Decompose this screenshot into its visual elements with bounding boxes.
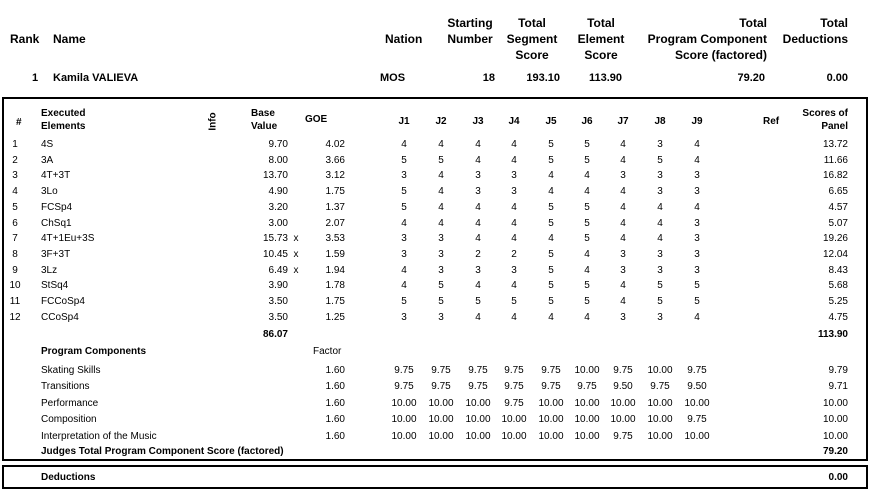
judge-score: 3 [694,170,700,182]
component-judge-score: 9.75 [687,365,707,376]
component-judge-score: 9.75 [431,365,451,376]
component-judge-score: 9.75 [394,365,414,376]
judge-score: 4 [548,186,554,198]
judge-score: 3 [438,264,444,276]
judge-score: 4 [511,233,517,245]
base-value: 9.70 [268,139,288,150]
judge-score: 4 [438,217,444,229]
component-row [0,412,871,427]
bonus-marker: x [293,264,299,276]
component-judge-score: 10.00 [647,414,673,426]
table-row [0,184,871,199]
judge-score: 4 [584,170,590,182]
pcs-total-label: Judges Total Program Component Score (factored) [41,446,284,457]
component-judge-score: 10.00 [574,365,600,376]
table-row [0,231,871,246]
component-judge-score: 10.00 [610,397,636,409]
table-row [0,263,871,278]
base-value: 3.00 [268,217,288,229]
starting-number-label: Starting Number [447,16,493,46]
judge-score: 5 [438,296,444,307]
goe-value: 4.02 [325,139,345,150]
panel-score: 5.07 [828,217,848,229]
goe-value: 3.53 [325,233,345,245]
table-row [0,278,871,293]
component-judge-score: 10.00 [465,430,491,442]
total-segment-score: 193.10 [526,72,560,84]
component-judge-score: 10.00 [647,430,673,442]
judge-score: 4 [657,201,663,213]
judge-score: 3 [511,264,517,276]
judge-score: 4 [620,186,626,198]
element-code: CCoSp4 [41,311,79,323]
judge-score: 4 [584,264,590,276]
scores-of-panel-header: Scores of Panel [802,108,848,132]
component-row [0,429,871,444]
judge-score: 4 [438,186,444,198]
component-judge-score: 10.00 [465,414,491,426]
judge-score: 3 [657,186,663,198]
judge-score: 5 [548,264,554,276]
judge-score: 3 [438,248,444,260]
judge-score: 5 [548,280,554,292]
j4-header: J4 [508,116,520,127]
base-value: 3.50 [268,296,288,307]
goe-header: GOE [305,114,328,125]
element-code: 3F+3T [41,248,71,260]
base-value: 8.00 [268,154,288,166]
judge-score: 2 [475,248,481,260]
element-code: 4S [41,139,54,150]
goe-value: 3.12 [325,170,345,182]
elements-panel-total: 113.90 [817,329,848,340]
goe-value: 1.25 [325,311,345,323]
element-number: 9 [12,264,18,276]
judge-score: 4 [584,248,590,260]
component-judge-score: 9.75 [613,430,633,442]
judge-score: 3 [401,170,407,182]
component-row [0,379,871,394]
component-judge-score: 10.00 [647,365,673,376]
starting-number: 18 [482,72,495,84]
judge-score: 5 [584,296,590,307]
j5-header: J5 [545,116,557,127]
component-name: Performance [41,397,99,409]
judge-score: 5 [548,296,554,307]
judge-score: 3 [620,311,626,323]
element-number: 11 [9,296,21,307]
panel-score: 5.25 [828,296,848,307]
judge-score: 4 [438,201,444,213]
judge-score: 4 [511,311,517,323]
judge-score: 5 [548,139,554,150]
j2-header: J2 [435,116,447,127]
table-row [0,310,871,325]
judge-score: 5 [548,217,554,229]
component-judge-score: 10.00 [391,397,417,409]
judge-score: 4 [475,139,481,150]
component-judge-score: 9.75 [613,365,633,376]
judge-score: 3 [511,186,517,198]
judge-score: 5 [657,296,663,307]
judge-score: 3 [694,217,700,229]
component-judge-score: 10.00 [684,397,710,409]
judge-score: 4 [401,280,407,292]
j3-header: J3 [472,116,484,127]
goe-value: 1.94 [325,264,345,276]
judge-score: 5 [401,201,407,213]
goe-value: 1.75 [325,296,345,307]
table-row [0,216,871,231]
judge-score: 3 [620,248,626,260]
component-judge-score: 10.00 [684,430,710,442]
base-value: 3.20 [268,201,288,213]
component-name: Interpretation of the Music [41,430,157,442]
judge-score: 4 [694,311,700,323]
name-label: Name [53,32,86,46]
skater-name: Kamila VALIEVA [53,72,139,84]
component-judge-score: 10.00 [391,430,417,442]
element-number: 4 [12,186,18,198]
component-row [0,363,871,378]
panel-score: 4.57 [828,201,848,213]
judge-score: 4 [657,217,663,229]
goe-value: 3.66 [325,154,345,166]
factor-label: Factor [313,346,342,357]
deductions-box [2,465,868,489]
total-deductions: 0.00 [826,72,848,84]
judge-score: 5 [657,280,663,292]
component-panel-score: 10.00 [822,397,848,409]
judge-score: 2 [511,248,517,260]
component-judge-score: 10.00 [465,397,491,409]
component-row [0,396,871,411]
base-value-header: Base Value [251,108,278,132]
judge-score: 4 [694,139,700,150]
component-judge-score: 10.00 [610,414,636,426]
judge-score: 5 [584,280,590,292]
judge-score: 4 [620,154,626,166]
component-judge-score: 10.00 [391,414,417,426]
judge-score: 4 [548,170,554,182]
element-code: 4T+3T [41,170,71,182]
judge-score: 4 [548,311,554,323]
component-name: Skating Skills [41,365,101,376]
judge-score: 4 [401,139,407,150]
goe-value: 1.78 [325,280,345,292]
panel-score: 4.75 [828,311,848,323]
panel-score: 13.72 [822,139,848,150]
judge-score: 3 [694,248,700,260]
bonus-marker: x [293,248,299,260]
element-code: 4T+1Eu+3S [41,233,95,245]
judge-score: 5 [584,139,590,150]
judge-score: 3 [657,170,663,182]
component-factor: 1.60 [325,414,345,426]
judge-score: 5 [657,154,663,166]
total-element-score-label: Total Element Score [577,16,625,62]
judge-score: 4 [475,280,481,292]
component-panel-score: 9.79 [828,365,848,376]
total-element-score: 113.90 [588,72,622,84]
judge-score: 4 [657,233,663,245]
j1-header: J1 [398,116,410,127]
judge-score: 4 [620,233,626,245]
panel-score: 12.04 [822,248,848,260]
element-number: 5 [12,201,18,213]
j7-header: J7 [617,116,629,127]
element-number: 1 [12,139,18,150]
panel-score: 8.43 [828,264,848,276]
element-number: 3 [12,170,18,182]
base-value: 3.90 [268,280,288,292]
component-judge-score: 9.75 [541,365,561,376]
component-judge-score: 9.50 [687,381,707,393]
element-code: FCSp4 [41,201,73,213]
goe-value: 1.59 [325,248,345,260]
component-judge-score: 9.50 [613,381,633,393]
judge-score: 3 [511,170,517,182]
judge-score: 4 [694,201,700,213]
base-value: 4.90 [268,186,288,198]
component-name: Composition [41,414,97,426]
element-number: 7 [12,233,18,245]
table-row [0,247,871,262]
judge-score: 3 [620,264,626,276]
base-value: 13.70 [262,170,288,182]
component-judge-score: 10.00 [574,414,600,426]
judge-score: 4 [475,233,481,245]
judge-score: 4 [620,139,626,150]
component-judge-score: 10.00 [428,430,454,442]
judge-score: 3 [657,311,663,323]
total-segment-score-label: Total Segment Score [506,16,558,62]
judge-score: 4 [694,154,700,166]
component-judge-score: 10.00 [501,414,527,426]
judge-score: 4 [511,280,517,292]
judge-score: 4 [475,311,481,323]
info-header: Info [207,112,219,131]
judge-score: 4 [584,186,590,198]
panel-score: 11.66 [823,154,848,166]
component-judge-score: 9.75 [431,381,451,393]
base-value: 15.73 [262,233,288,245]
element-code: 3Lo [41,186,58,198]
judge-score: 5 [401,296,407,307]
judge-score: 5 [584,217,590,229]
component-factor: 1.60 [325,397,345,409]
table-row [0,168,871,183]
judge-score: 5 [548,154,554,166]
judge-score: 3 [438,233,444,245]
panel-score: 5.68 [828,280,848,292]
element-number: 2 [12,154,18,166]
judge-score: 3 [438,311,444,323]
element-number: 8 [12,248,18,260]
judge-score: 5 [548,248,554,260]
component-judge-score: 9.75 [504,381,524,393]
component-judge-score: 10.00 [538,430,564,442]
judge-score: 4 [511,217,517,229]
component-judge-score: 10.00 [647,397,673,409]
component-judge-score: 9.75 [504,365,524,376]
table-row [0,153,871,168]
component-judge-score: 9.75 [468,381,488,393]
num-header: # [16,117,22,128]
base-value: 6.49 [268,264,288,276]
j8-header: J8 [654,116,666,127]
component-name: Transitions [41,381,90,393]
judge-score: 5 [694,296,700,307]
component-factor: 1.60 [325,381,345,393]
judge-score: 3 [475,264,481,276]
element-code: StSq4 [41,280,69,292]
element-number: 6 [12,217,18,229]
j6-header: J6 [581,116,593,127]
judge-score: 3 [475,170,481,182]
component-factor: 1.60 [325,430,345,442]
component-judge-score: 9.75 [541,381,561,393]
bonus-marker: x [293,233,299,245]
skater-nation: MOS [380,72,406,84]
judge-score: 3 [657,248,663,260]
judge-score: 5 [401,154,407,166]
judge-score: 4 [620,296,626,307]
component-judge-score: 10.00 [501,430,527,442]
goe-value: 1.75 [325,186,345,198]
j9-header: J9 [691,116,703,127]
rank-label: Rank [10,32,40,46]
judge-score: 5 [548,201,554,213]
program-components-label: Program Components [41,346,147,357]
component-judge-score: 10.00 [428,397,454,409]
judge-score: 4 [511,139,517,150]
component-factor: 1.60 [325,365,345,376]
component-panel-score: 10.00 [822,414,848,426]
judge-score: 3 [694,233,700,245]
judge-score: 4 [475,201,481,213]
judge-score: 4 [401,217,407,229]
element-code: ChSq1 [41,217,72,229]
judge-score: 5 [438,280,444,292]
judge-score: 3 [401,248,407,260]
component-judge-score: 9.75 [468,365,488,376]
judge-score: 4 [620,217,626,229]
component-judge-score: 10.00 [538,397,564,409]
judge-score: 5 [475,296,481,307]
total-pcs: 79.20 [737,72,765,84]
component-judge-score: 9.75 [687,414,707,426]
judge-score: 4 [584,311,590,323]
judge-score: 3 [401,311,407,323]
panel-score: 6.65 [828,186,848,198]
component-judge-score: 9.75 [394,381,414,393]
total-pcs-label: Total Program Component Score (factored) [647,16,767,62]
executed-elements-header: Executed Elements [41,108,86,132]
judge-score: 5 [438,154,444,166]
component-judge-score: 9.75 [577,381,597,393]
base-value: 3.50 [268,311,288,323]
base-value: 10.45 [262,248,288,260]
judge-score: 5 [511,296,517,307]
component-judge-score: 10.00 [428,414,454,426]
judge-score: 5 [584,154,590,166]
component-judge-score: 10.00 [574,430,600,442]
table-row [0,137,871,152]
deductions-label: Deductions [41,472,96,483]
component-judge-score: 9.75 [650,381,670,393]
table-row [0,200,871,215]
element-code: 3Lz [41,264,58,276]
judge-score: 3 [620,170,626,182]
component-panel-score: 10.00 [822,430,848,442]
element-code: 3A [41,154,54,166]
nation-label: Nation [385,32,423,46]
judge-score: 3 [401,233,407,245]
judge-score: 3 [694,264,700,276]
base-value-total: 86.07 [262,329,288,340]
judge-score: 3 [694,186,700,198]
judge-score: 3 [475,186,481,198]
element-number: 10 [9,280,21,292]
goe-value: 1.37 [325,201,345,213]
judge-score: 4 [475,154,481,166]
element-number: 12 [9,311,21,323]
judge-score: 4 [548,233,554,245]
judge-score: 5 [584,233,590,245]
judge-score: 4 [511,154,517,166]
judge-score: 4 [475,217,481,229]
panel-score: 16.82 [822,170,848,182]
judge-score: 4 [438,139,444,150]
goe-value: 2.07 [325,217,345,229]
judge-score: 5 [584,201,590,213]
judge-score: 4 [438,170,444,182]
panel-score: 19.26 [822,233,848,245]
judge-score: 5 [401,186,407,198]
judge-score: 4 [511,201,517,213]
pcs-total-value: 79.20 [822,446,848,457]
component-judge-score: 9.75 [504,397,524,409]
judge-score: 4 [620,280,626,292]
ref-header: Ref [763,116,780,127]
component-panel-score: 9.71 [828,381,848,393]
judge-score: 4 [401,264,407,276]
deductions-value: 0.00 [828,472,848,483]
component-judge-score: 10.00 [538,414,564,426]
judge-score: 3 [657,264,663,276]
element-code: FCCoSp4 [41,296,85,307]
component-judge-score: 10.00 [574,397,600,409]
judge-score: 5 [694,280,700,292]
table-row [0,294,871,309]
skater-rank: 1 [32,72,39,84]
total-deductions-label: Total Deductions [782,16,848,46]
judge-score: 3 [657,139,663,150]
judge-score: 4 [620,201,626,213]
